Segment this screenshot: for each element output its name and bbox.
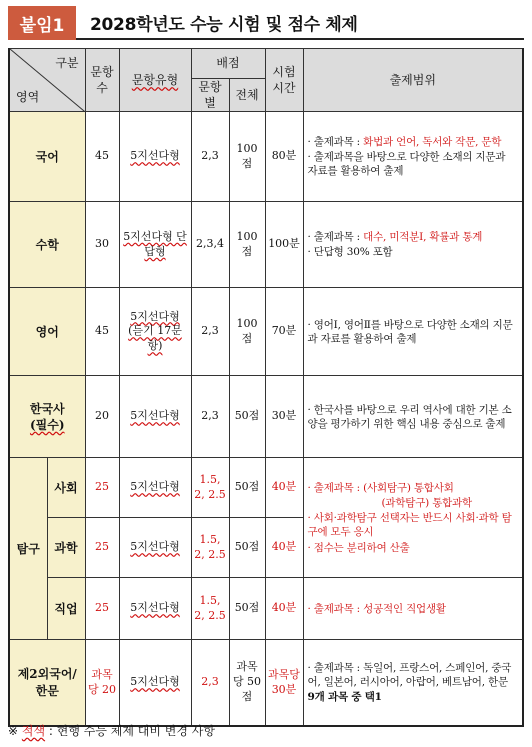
- math-total: 100점: [229, 202, 265, 288]
- math-scope-prefix: · 출제과목 :: [307, 231, 364, 244]
- area-korean: 국어: [9, 112, 85, 202]
- english-count: 45: [85, 288, 119, 376]
- area-math: 수학: [9, 202, 85, 288]
- korean-scope-prefix: · 출제과목 :: [307, 136, 364, 149]
- science-type-text: 5지선다형: [130, 540, 180, 554]
- page-title: 2028학년도 수능 시험 및 점수 체제: [90, 15, 358, 35]
- corner-header-cell: [9, 49, 85, 112]
- vocational-count: 25: [85, 578, 119, 640]
- math-type: [119, 202, 191, 288]
- inquiry-scope-line-1: · 출제과목 : (사회탐구) 통합사회: [307, 481, 454, 494]
- korean-per: 2,3: [191, 112, 229, 202]
- social-total: 50점: [229, 458, 265, 518]
- vocational-type: [119, 578, 191, 640]
- math-scope-subjects: 대수, 미적분Ⅰ, 확률과 통계: [363, 231, 483, 244]
- header-exam-time: 시험 시간: [265, 49, 303, 112]
- header-scope: 출제범위: [303, 49, 523, 112]
- english-per: 2,3: [191, 288, 229, 376]
- header-score-total: 전체: [229, 79, 265, 112]
- inquiry-vocational: 직업: [47, 578, 85, 640]
- english-time: 70분: [265, 288, 303, 376]
- social-count: 25: [85, 458, 119, 518]
- social-type: [119, 458, 191, 518]
- history-type: [119, 376, 191, 458]
- header: [8, 6, 524, 40]
- exam-system-table: [8, 48, 524, 727]
- header-item-type: [119, 49, 191, 112]
- vocational-scope: · 출제과목 : 성공적인 직업생활: [303, 578, 523, 640]
- inquiry-scope-line-4: · 점수는 분리하여 산출: [307, 541, 410, 554]
- social-per: 1.5, 2, 2.5: [191, 458, 229, 518]
- history-type-text: 5지선다형: [130, 409, 180, 423]
- inquiry-scope-line-3: · 사회·과학탐구 선택자는 반드시 사회·과학 탐구에 모두 응시: [307, 512, 512, 539]
- header-score-per-item: 문항별: [191, 79, 229, 112]
- header-score: 배점: [191, 49, 265, 79]
- korean-scope: [303, 112, 523, 202]
- science-time: 40분: [265, 518, 303, 578]
- history-total: 50점: [229, 376, 265, 458]
- area-history: [9, 376, 85, 458]
- korean-scope-note: · 출제과목을 바탕으로 다양한 소재의 지문과 자료를 활용하여 출제: [307, 151, 506, 178]
- korean-time: 80분: [265, 112, 303, 202]
- foreign-scope-choice: 9개 과목 중 택1: [307, 691, 382, 704]
- foreign-type: [119, 640, 191, 726]
- science-type: [119, 518, 191, 578]
- history-count: 20: [85, 376, 119, 458]
- vocational-total: 50점: [229, 578, 265, 640]
- footnote-text: : 현행 수능 체제 대비 변경 사항: [45, 724, 215, 738]
- area-english: 영어: [9, 288, 85, 376]
- inquiry-science: 과학: [47, 518, 85, 578]
- inquiry-scope-line-2: (과학탐구) 통합과학: [381, 497, 472, 510]
- history-per: 2,3: [191, 376, 229, 458]
- footnote-mark: ※: [8, 724, 22, 738]
- vocational-per: 1.5, 2, 2.5: [191, 578, 229, 640]
- foreign-type-text: 5지선다형: [130, 675, 180, 689]
- science-total: 50점: [229, 518, 265, 578]
- math-time: 100분: [265, 202, 303, 288]
- inquiry-social: 사회: [47, 458, 85, 518]
- math-type-text: 5지선다형 단답형: [123, 230, 187, 258]
- table-row-inquiry-social: [9, 458, 523, 518]
- foreign-scope: [303, 640, 523, 726]
- attachment-badge: 붙임1: [8, 6, 76, 40]
- inquiry-social-science-scope: [303, 458, 523, 578]
- area-foreign: 제2외국어/ 한문: [9, 640, 85, 726]
- english-type-text: 5지선다형 (듣기 17문항): [128, 309, 182, 353]
- math-scope-note: · 단답형 30% 포함: [307, 246, 393, 259]
- history-area-name: 한국사: [29, 401, 65, 416]
- math-scope: [303, 202, 523, 288]
- footnote-red-label: 적색: [21, 724, 46, 738]
- history-area-required: (필수): [29, 417, 65, 432]
- area-inquiry: 탐구: [9, 458, 47, 640]
- korean-scope-subjects: 화법과 언어, 독서와 작문, 문학: [363, 136, 502, 149]
- table-row-history: [9, 376, 523, 458]
- english-scope: · 영어Ⅰ, 영어Ⅱ를 바탕으로 다양한 소재의 지문과 자료를 활용하여 출제: [303, 288, 523, 376]
- vocational-type-text: 5지선다형: [130, 601, 180, 615]
- korean-type: [119, 112, 191, 202]
- korean-total: 100점: [229, 112, 265, 202]
- science-count: 25: [85, 518, 119, 578]
- social-type-text: 5지선다형: [130, 480, 180, 494]
- math-count: 30: [85, 202, 119, 288]
- table-row-foreign: [9, 640, 523, 726]
- header-item-type-text: 문항유형: [131, 73, 179, 88]
- table-row-korean: [9, 112, 523, 202]
- english-type: [119, 288, 191, 376]
- math-per: 2,3,4: [191, 202, 229, 288]
- table-row-english: [9, 288, 523, 376]
- corner-label-area: 영역: [16, 90, 40, 105]
- title-underline: [76, 38, 524, 40]
- korean-type-text: 5지선다형: [130, 149, 180, 163]
- history-scope: · 한국사를 바탕으로 우리 역사에 대한 기본 소양을 평가하기 위한 핵심 내용 중심으로 출제: [303, 376, 523, 458]
- foreign-count: 과목당 20: [85, 640, 119, 726]
- header-num-items: 문항 수: [85, 49, 119, 112]
- english-total: 100점: [229, 288, 265, 376]
- history-time: 30분: [265, 376, 303, 458]
- table-row-math: [9, 202, 523, 288]
- social-time: 40분: [265, 458, 303, 518]
- science-per: 1.5, 2, 2.5: [191, 518, 229, 578]
- corner-label-category: 구분: [55, 56, 79, 70]
- foreign-scope-subjects: · 출제과목 : 독일어, 프랑스어, 스페인어, 중국어, 일본어, 러시아어, 아랍어, 베트남어, 한문: [307, 661, 512, 689]
- foreign-total: 과목당 50점: [229, 640, 265, 726]
- vocational-time: 40분: [265, 578, 303, 640]
- foreign-per: 2,3: [191, 640, 229, 726]
- korean-count: 45: [85, 112, 119, 202]
- table-row-inquiry-vocational: [9, 578, 523, 640]
- foreign-time: 과목당 30분: [265, 640, 303, 726]
- footnote: [8, 722, 215, 739]
